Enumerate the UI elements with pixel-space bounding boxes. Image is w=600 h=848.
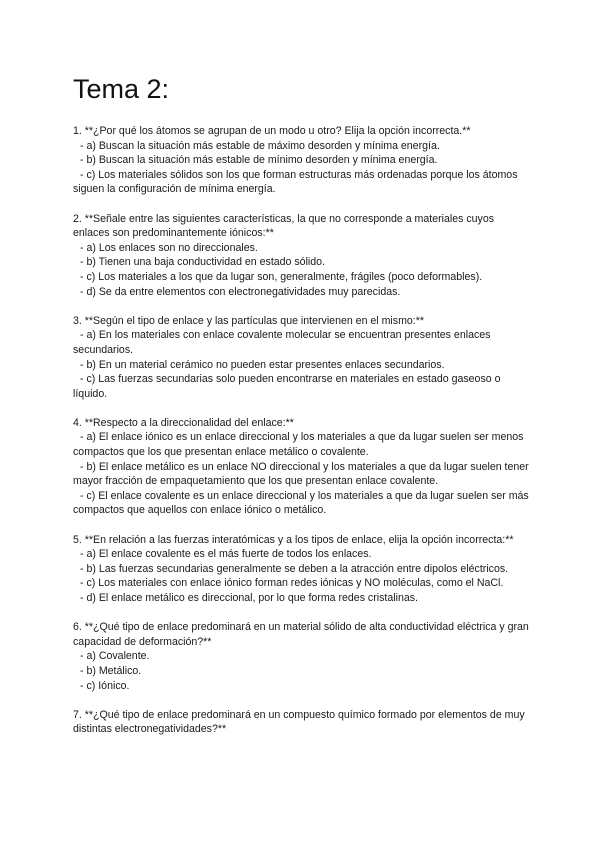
option-text: - c) Las fuerzas secundarias solo pueden encontrarse en materiales en estado gaseoso o líquido.	[73, 373, 501, 400]
option-b	[73, 664, 533, 679]
page-title: Tema 2:	[73, 74, 170, 104]
option-c	[73, 489, 533, 518]
option-text: - c) Los materiales a los que da lugar son, generalmente, frágiles (poco deformables).	[80, 270, 483, 283]
option-c	[73, 576, 533, 591]
option-d	[73, 285, 533, 300]
question-text: 4. **Respecto a la direccionalidad del enlace:**	[73, 416, 294, 429]
question-3	[73, 314, 533, 402]
option-c	[73, 270, 533, 285]
option-text: - b) Tienen una baja conductividad en estado sólido.	[80, 256, 326, 269]
option-b	[73, 153, 533, 168]
option-text: - c) Los materiales con enlace iónico forman redes iónicas y NO moléculas, como el NaCl.	[80, 577, 504, 590]
question-7	[73, 708, 533, 737]
option-c	[73, 679, 533, 694]
option-text: - a) En los materiales con enlace covalente molecular se encuentran presentes enlaces secundarios.	[73, 329, 491, 356]
question-list	[73, 124, 533, 752]
option-text: - c) Iónico.	[80, 679, 130, 692]
option-text: - d) Se da entre elementos con electronegatividades muy parecidas.	[80, 285, 401, 298]
option-a	[73, 430, 533, 459]
option-text: - b) Metálico.	[80, 664, 142, 677]
question-6	[73, 620, 533, 693]
question-text: 2. **Señale entre las siguientes características, la que no corresponde a materiales cuyos enlaces son predominantemente iónicos:**	[73, 212, 495, 240]
option-d	[73, 591, 533, 606]
question-5	[73, 533, 533, 606]
question-text: 3. **Según el tipo de enlace y las partículas que intervienen en el mismo:**	[73, 314, 424, 327]
option-a	[73, 328, 533, 357]
option-b	[73, 255, 533, 270]
option-text: - a) Los enlaces son no direccionales.	[80, 241, 258, 254]
question-text: 1. **¿Por qué los átomos se agrupan de un modo u otro? Elija la opción incorrecta.**	[73, 125, 471, 137]
option-text: - a) El enlace covalente es el más fuerte de todos los enlaces.	[80, 548, 372, 561]
option-text: - b) Buscan la situación más estable de mínimo desorden y mínima energía.	[80, 154, 438, 167]
question-2	[73, 212, 533, 300]
option-text: - b) Las fuerzas secundarias generalmente se deben a la atracción entre dipolos eléctricos.	[80, 562, 509, 575]
option-text: - b) El enlace metálico es un enlace NO direccional y los materiales a que da lugar suelen tener mayor fracción de empaquetamiento que los que presentan enlace covalente.	[73, 460, 529, 488]
option-text: - d) El enlace metálico es direccional, por lo que forma redes cristalinas.	[80, 592, 418, 604]
option-text: - a) Buscan la situación más estable de máximo desorden y mínima energía.	[80, 139, 440, 152]
option-text: - a) El enlace iónico es un enlace direccional y los materiales a que da lugar suelen ser menos compactos que los que presentan enlace metálico o covalente.	[73, 431, 524, 459]
option-text: - c) Los materiales sólidos son los que forman estructuras más ordenadas porque los átomos siguen la configuración de mínima energía.	[73, 168, 518, 196]
option-text: - c) El enlace covalente es un enlace direccional y los materiales a que da lugar suelen ser más compactos que aquellos con enlace iónico o metálico.	[73, 489, 529, 517]
option-b	[73, 358, 533, 373]
option-b	[73, 460, 533, 489]
question-4	[73, 416, 533, 518]
question-text: 7. **¿Qué tipo de enlace predominará en un compuesto químico formado por elementos de muy distintas electronegatividades?**	[73, 708, 525, 736]
question-text: 5. **En relación a las fuerzas interatómicas y a los tipos de enlace, elija la opción incorrecta:**	[73, 533, 514, 546]
option-text: - a) Covalente.	[80, 650, 150, 663]
option-a	[73, 241, 533, 256]
question-text: 6. **¿Qué tipo de enlace predominará en un material sólido de alta conductividad eléctrica y gran capacidad de deformación?**	[73, 621, 529, 648]
option-a	[73, 139, 533, 154]
option-c	[73, 372, 533, 401]
option-c	[73, 168, 533, 197]
option-b	[73, 562, 533, 577]
option-a	[73, 649, 533, 664]
option-text: - b) En un material cerámico no pueden estar presentes enlaces secundarios.	[80, 358, 445, 371]
option-a	[73, 547, 533, 562]
question-1	[73, 124, 533, 197]
